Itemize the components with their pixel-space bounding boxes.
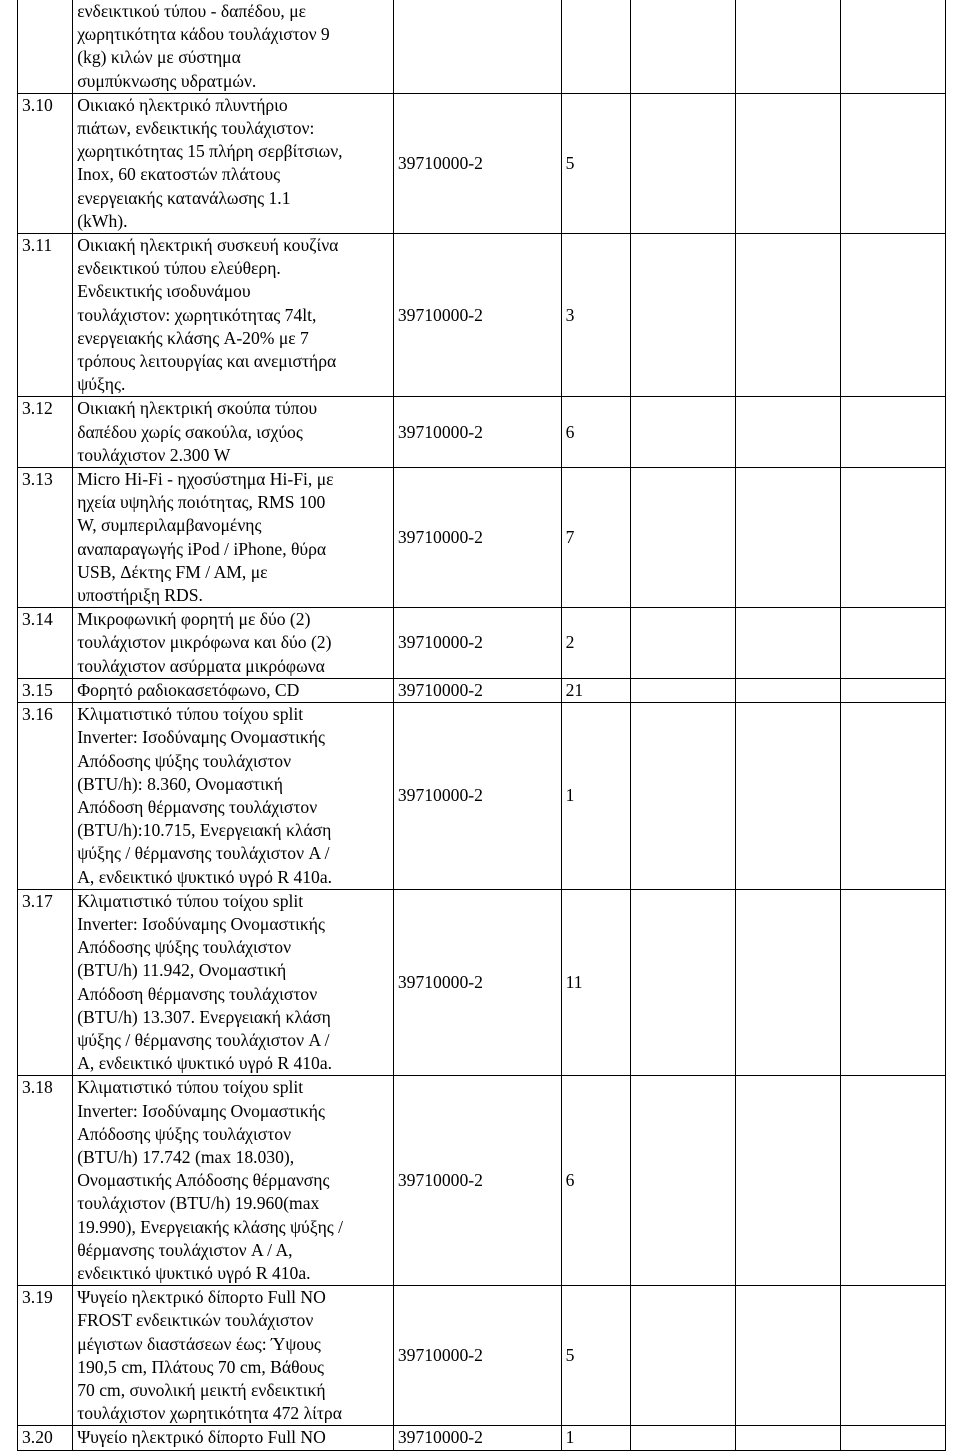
- quantity-cell: [561, 889, 630, 1076]
- quantity-cell: [561, 468, 630, 608]
- item-number-cell: [18, 1286, 73, 1426]
- cpv-code-cell: [393, 234, 561, 397]
- item-number-cell: [18, 468, 73, 608]
- quantity: 1: [565, 785, 575, 806]
- item-number: 3.11: [22, 235, 53, 256]
- table-row: [18, 1426, 946, 1450]
- item-description-cell: [73, 397, 394, 468]
- item-number-cell: [18, 93, 73, 233]
- cpv-code: 39710000-2: [397, 679, 483, 700]
- empty-cell-cell: [735, 703, 840, 890]
- item-description-cell: [73, 234, 394, 397]
- item-description: Ψυγείο ηλεκτρικό δίπορτο Full NO FROST ενδεικτικών τουλάχιστον μέγιστων διαστάσεων έως: Ύψους 190,5 cm, Πλάτους 70 cm, Βάθους 70 cm, συνολική μεικτή ενδεικτική τουλάχιστον χωρητικότητα 472 λίτρα: [77, 1287, 342, 1424]
- empty-cell-cell: [630, 703, 735, 890]
- cpv-code: 39710000-2: [397, 785, 483, 806]
- item-description: Οικιακό ηλεκτρικό πλυντήριο πιάτων, ενδεικτικής τουλάχιστον: χωρητικότητας 15 πλήρη σερβίτσιων, Inox, 60 εκατοστών πλάτους ενεργειακής κατανάλωσης 1.1 (kWh).: [77, 94, 343, 231]
- empty-cell-cell: [735, 468, 840, 608]
- item-description: Κλιματιστικό τύπου τοίχου split Inverter: Ισοδύναμης Ονομαστικής Απόδοσης ψύξης τουλάχιστον (BTU/h): 8.360, Ονομαστική Απόδοση θέρμανσης τουλάχιστον (BTU/h):10.715, Ενεργειακή κλάση ψύξης / θέρμανσης τουλάχιστον A / A, ενδεικτικό ψυκτικό υγρό R 410a.: [77, 704, 333, 887]
- cpv-code-cell: [393, 889, 561, 1076]
- cpv-code-cell: [393, 1076, 561, 1286]
- cpv-code-cell: [393, 703, 561, 890]
- cpv-code: 39710000-2: [397, 971, 483, 992]
- item-description: ενδεικτικού τύπου - δαπέδου, με χωρητικότητα κάδου τουλάχιστον 9 (kg) κιλών με σύστημα συμπύκνωσης υδρατμών.: [77, 1, 330, 91]
- item-description-cell: [73, 1076, 394, 1286]
- item-number-cell: [18, 234, 73, 397]
- cpv-code-cell: [393, 397, 561, 468]
- cpv-code: 39710000-2: [397, 152, 483, 173]
- quantity-cell: [561, 1426, 630, 1450]
- empty-cell-cell: [735, 0, 840, 93]
- quantity: 5: [565, 1345, 575, 1366]
- empty-cell-cell: [630, 889, 735, 1076]
- item-number: 3.13: [22, 469, 53, 490]
- item-description-cell: [73, 1286, 394, 1426]
- empty-cell-cell: [735, 93, 840, 233]
- quantity-cell: [561, 397, 630, 468]
- empty-cell-cell: [630, 93, 735, 233]
- empty-cell-cell: [840, 608, 945, 679]
- table-row: [18, 0, 946, 93]
- item-description-cell: [73, 93, 394, 233]
- quantity-cell: [561, 1286, 630, 1426]
- cpv-code-cell: [393, 678, 561, 702]
- item-number-cell: [18, 397, 73, 468]
- quantity: 7: [565, 527, 575, 548]
- cpv-code-cell: [393, 468, 561, 608]
- item-number-cell: [18, 1076, 73, 1286]
- quantity: 6: [565, 1170, 575, 1191]
- quantity-cell: [561, 93, 630, 233]
- empty-cell-cell: [840, 468, 945, 608]
- empty-cell-cell: [840, 234, 945, 397]
- empty-cell-cell: [630, 608, 735, 679]
- item-number: 3.20: [22, 1427, 53, 1448]
- item-description-cell: [73, 0, 394, 93]
- quantity-cell: [561, 0, 630, 93]
- item-number: 3.17: [22, 890, 53, 911]
- cpv-code: 39710000-2: [397, 1427, 483, 1448]
- quantity: 5: [565, 152, 575, 173]
- item-number: 3.10: [22, 94, 53, 115]
- empty-cell-cell: [630, 1076, 735, 1286]
- cpv-code: 39710000-2: [397, 632, 483, 653]
- item-description-cell: [73, 703, 394, 890]
- table-row: [18, 1076, 946, 1286]
- empty-cell-cell: [735, 608, 840, 679]
- table-row: [18, 93, 946, 233]
- empty-cell-cell: [630, 678, 735, 702]
- item-number: 3.15: [22, 679, 53, 700]
- cpv-code: 39710000-2: [397, 304, 483, 325]
- item-description: Οικιακή ηλεκτρική σκούπα τύπου δαπέδου χωρίς σακούλα, ισχύος τουλάχιστον 2.300 W: [77, 398, 318, 465]
- table-row: [18, 397, 946, 468]
- quantity-cell: [561, 234, 630, 397]
- empty-cell-cell: [840, 703, 945, 890]
- cpv-code: 39710000-2: [397, 1345, 483, 1366]
- table-row: [18, 234, 946, 397]
- empty-cell-cell: [840, 678, 945, 702]
- item-number: 3.16: [22, 704, 53, 725]
- table-row: [18, 608, 946, 679]
- item-number-cell: [18, 703, 73, 890]
- quantity: 3: [565, 304, 575, 325]
- item-description: Μικροφωνική φορητή με δύο (2) τουλάχιστον μικρόφωνα και δύο (2) τουλάχιστον ασύρματα μικρόφωνα: [77, 609, 332, 676]
- quantity: 2: [565, 632, 575, 653]
- empty-cell-cell: [735, 1076, 840, 1286]
- table-row: [18, 889, 946, 1076]
- empty-cell-cell: [630, 1426, 735, 1450]
- empty-cell-cell: [630, 468, 735, 608]
- item-number-cell: [18, 678, 73, 702]
- item-number-cell: [18, 889, 73, 1076]
- item-number: 3.19: [22, 1287, 53, 1308]
- item-description: Ψυγείο ηλεκτρικό δίπορτο Full NO: [77, 1427, 326, 1448]
- quantity: 11: [565, 971, 583, 992]
- table-row: [18, 468, 946, 608]
- empty-cell-cell: [735, 1426, 840, 1450]
- quantity: 21: [565, 679, 584, 700]
- quantity-cell: [561, 703, 630, 890]
- empty-cell-cell: [735, 1286, 840, 1426]
- empty-cell-cell: [840, 1076, 945, 1286]
- cpv-code: 39710000-2: [397, 1170, 483, 1191]
- cpv-code-cell: [393, 1426, 561, 1450]
- table-row: [18, 678, 946, 702]
- empty-cell-cell: [840, 889, 945, 1076]
- item-description: Οικιακή ηλεκτρική συσκευή κουζίνα ενδεικτικού τύπου ελεύθερη. Ενδεικτικής ισοδυνάμου τουλάχιστον: χωρητικότητας 74lt, ενεργειακής κλάσης A-20% με 7 τρόπους λειτουργίας και ανεμιστήρα ψύξης.: [77, 235, 339, 395]
- empty-cell-cell: [735, 889, 840, 1076]
- empty-cell-cell: [840, 397, 945, 468]
- cpv-code-cell: [393, 0, 561, 93]
- empty-cell-cell: [630, 1286, 735, 1426]
- quantity-cell: [561, 1076, 630, 1286]
- quantity: 6: [565, 421, 575, 442]
- item-description: Κλιματιστικό τύπου τοίχου split Inverter: Ισοδύναμης Ονομαστικής Απόδοσης ψύξης τουλάχιστον (BTU/h) 17.742 (max 18.030), Ονομαστικής Απόδοσης θέρμανσης τουλάχιστον (BTU/h) 19.960(max 19.990), Ενεργειακής κλάσης ψύξης / θέρμανσης τουλάχιστον A / A, ενδεικτικό ψυκτικό υγρό R 410a.: [77, 1077, 344, 1283]
- item-number-cell: [18, 1426, 73, 1450]
- item-number: 3.12: [22, 398, 53, 419]
- empty-cell-cell: [840, 1426, 945, 1450]
- item-description-cell: [73, 678, 394, 702]
- empty-cell-cell: [840, 1286, 945, 1426]
- empty-cell-cell: [735, 678, 840, 702]
- items-table-body: [18, 0, 946, 1450]
- cpv-code-cell: [393, 93, 561, 233]
- cpv-code: 39710000-2: [397, 527, 483, 548]
- cpv-code-cell: [393, 608, 561, 679]
- item-number-cell: [18, 608, 73, 679]
- item-description-cell: [73, 608, 394, 679]
- item-description-cell: [73, 468, 394, 608]
- item-description: Φορητό ραδιοκασετόφωνο, CD: [77, 679, 300, 700]
- quantity-cell: [561, 678, 630, 702]
- empty-cell-cell: [735, 234, 840, 397]
- item-number-cell: [18, 0, 73, 93]
- item-number: 3.14: [22, 609, 53, 630]
- empty-cell-cell: [840, 0, 945, 93]
- items-table: [17, 0, 946, 1451]
- item-number: 3.18: [22, 1077, 53, 1098]
- quantity: 1: [565, 1427, 575, 1448]
- item-description: Κλιματιστικό τύπου τοίχου split Inverter: Ισοδύναμης Ονομαστικής Απόδοσης ψύξης τουλάχιστον (BTU/h) 11.942, Ονομαστική Απόδοση θέρμανσης τουλάχιστον (BTU/h) 13.307. Ενεργειακή κλάση ψύξης / θέρμανσης τουλάχιστον A / A, ενδεικτικό ψυκτικό υγρό R 410a.: [77, 890, 333, 1074]
- cpv-code: 39710000-2: [397, 421, 483, 442]
- item-description-cell: [73, 1426, 394, 1450]
- empty-cell-cell: [735, 397, 840, 468]
- item-description: Micro Hi-Fi - ηχοσύστημα Hi-Fi, με ηχεία υψηλής ποιότητας, RMS 100 W, συμπεριλαμβανομένης αναπαραγωγής iPod / iPhone, θύρα USB, Δέκτης FM / AM, με υποστήριξη RDS.: [77, 469, 334, 606]
- item-description-cell: [73, 889, 394, 1076]
- quantity-cell: [561, 608, 630, 679]
- table-row: [18, 1286, 946, 1426]
- empty-cell-cell: [630, 234, 735, 397]
- cpv-code-cell: [393, 1286, 561, 1426]
- empty-cell-cell: [840, 93, 945, 233]
- empty-cell-cell: [630, 397, 735, 468]
- empty-cell-cell: [630, 0, 735, 93]
- table-row: [18, 703, 946, 890]
